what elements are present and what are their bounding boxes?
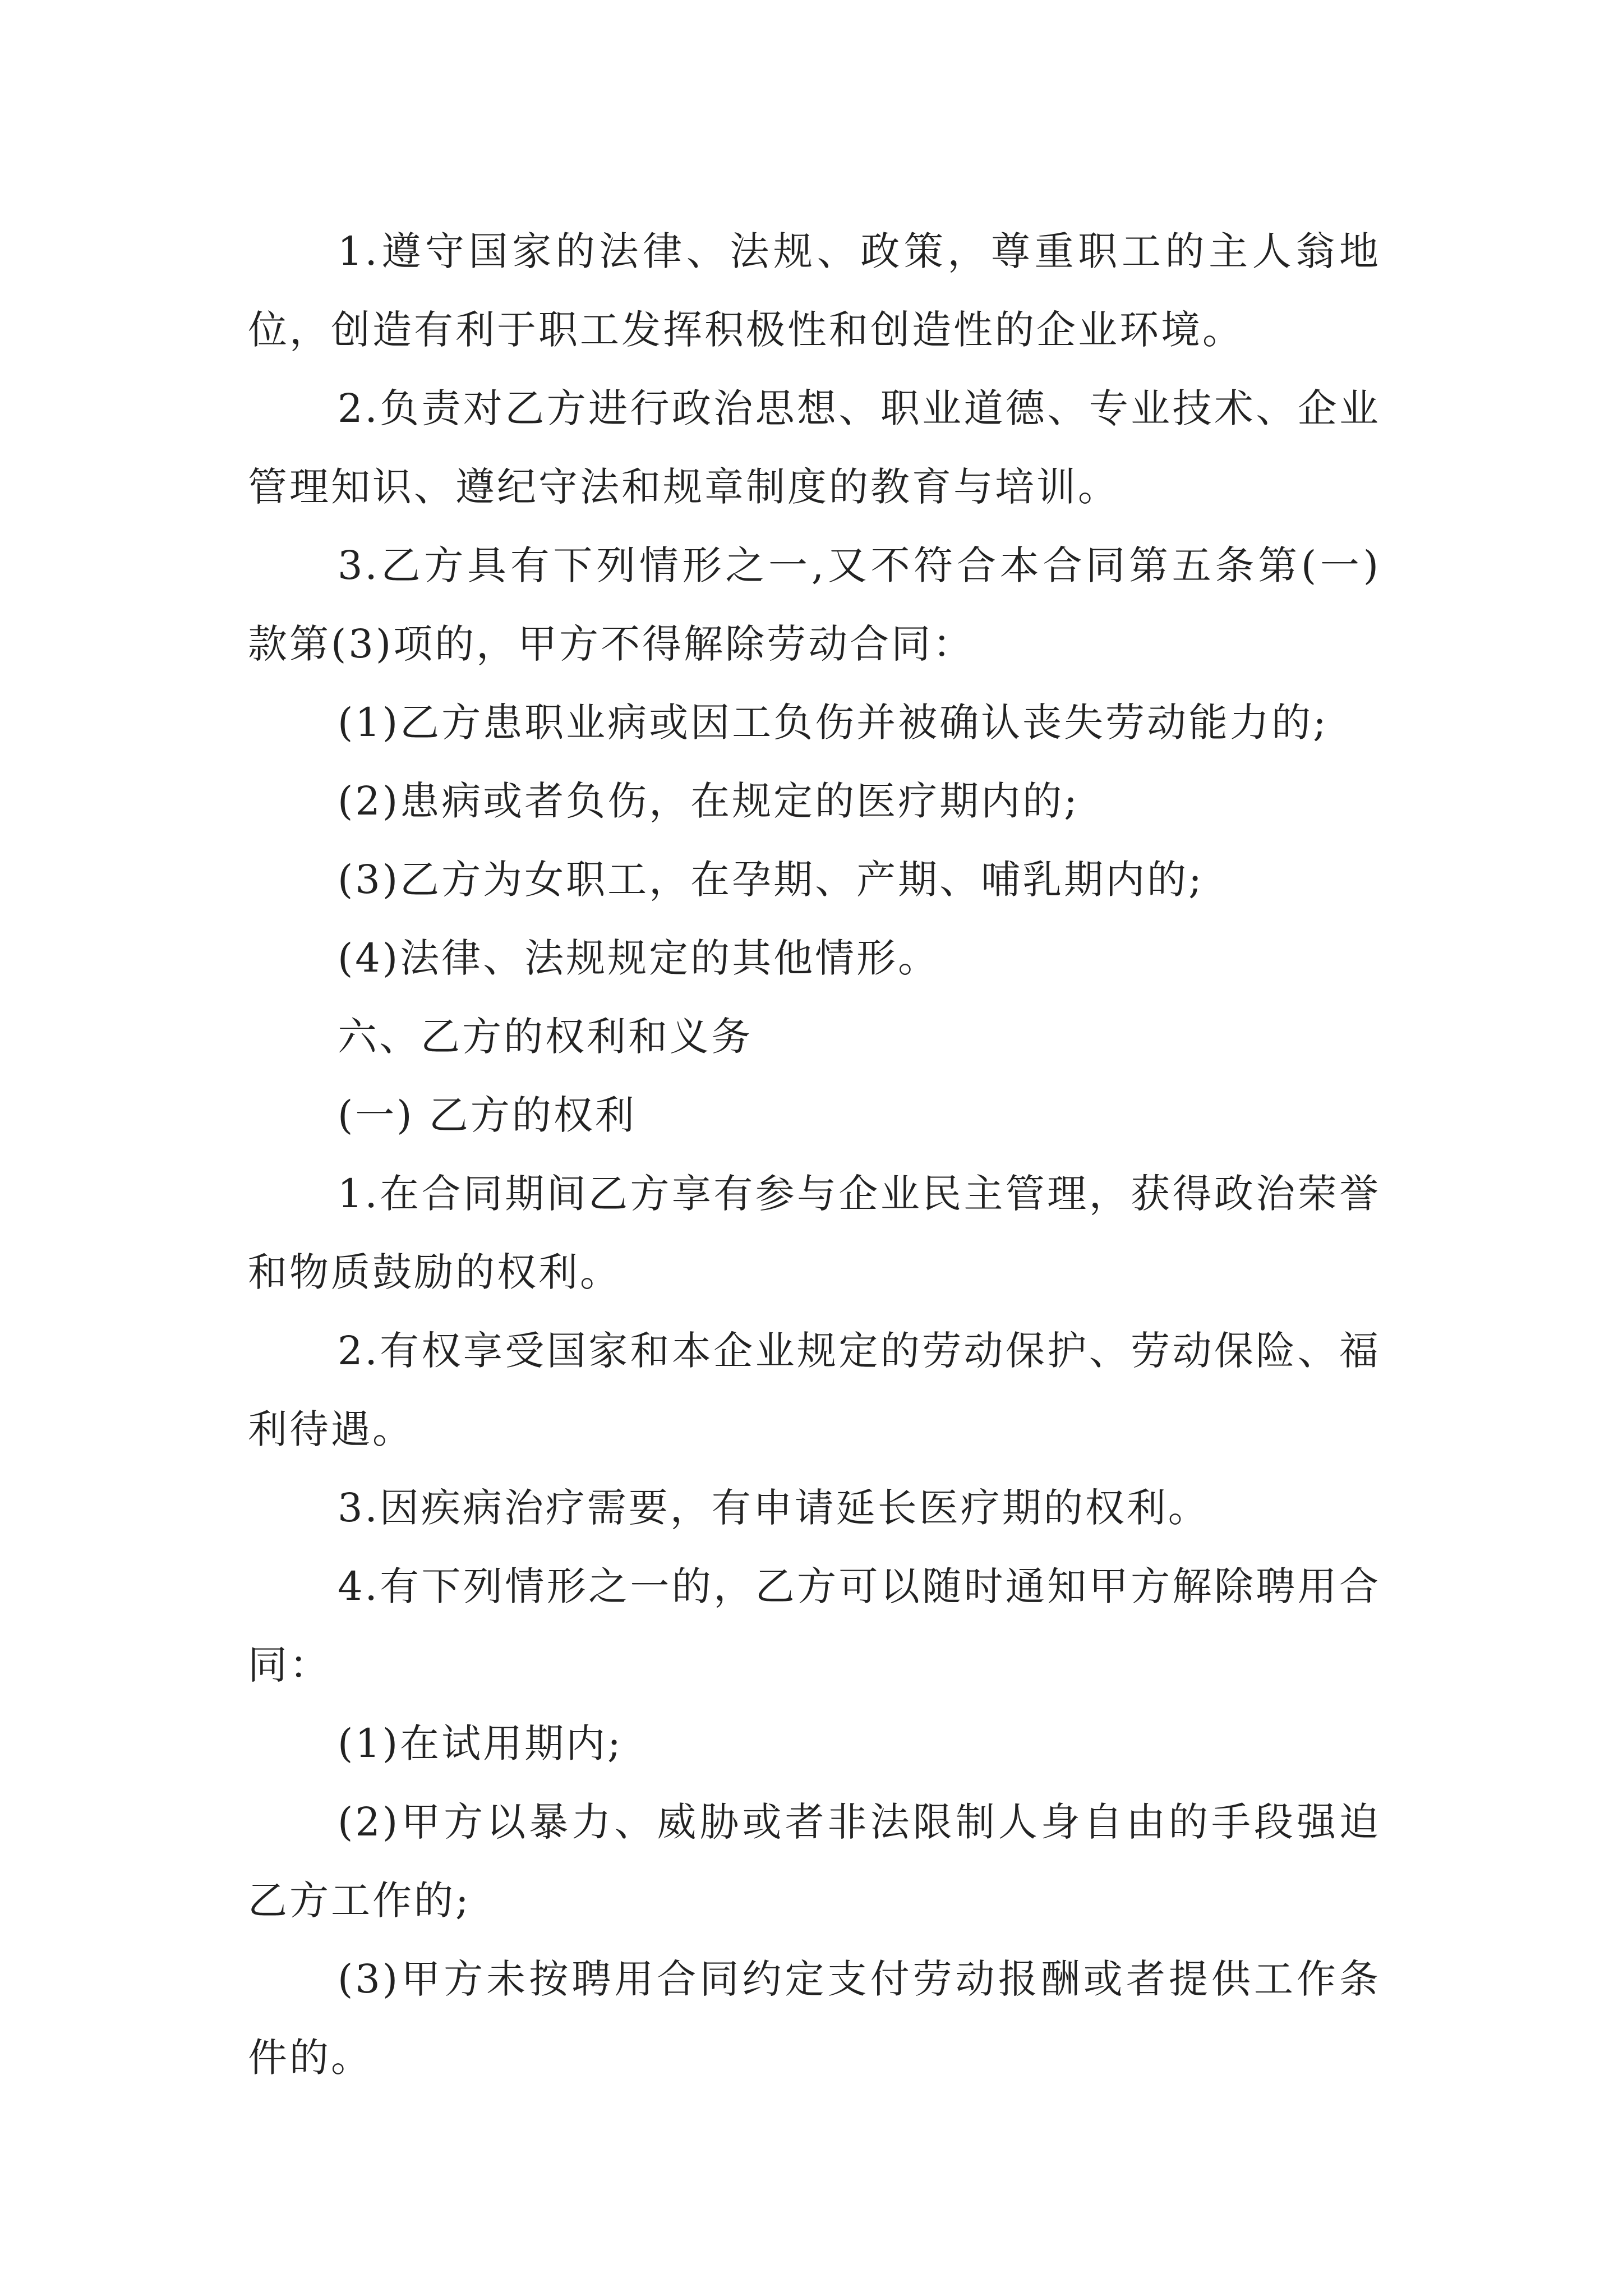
paragraph-item-1: (1)乙方患职业病或因工负伤并被确认丧失劳动能力的; (338, 700, 1329, 746)
paragraph-item-4: (4)法律、法规规定的其他情形。 (338, 935, 940, 981)
paragraph-party-b-right-1: 1.在合同期间乙方享有参与企业民主管理，获得政治荣誉和物质鼓励的权利。 (248, 1171, 1381, 1295)
paragraph-termination-item-3: (3)甲方未按聘用合同约定支付劳动报酬或者提供工作条件的。 (248, 1956, 1381, 2081)
paragraph-party-a-duty-1: 1.遵守国家的法律、法规、政策，尊重职工的主人翁地位，创造有利于职工发挥积极性和创造性的企业环境。 (248, 228, 1381, 353)
paragraph-termination-item-2: (2)甲方以暴力、威胁或者非法限制人身自由的手段强迫乙方工作的; (248, 1799, 1381, 1924)
paragraph-item-2: (2)患病或者负伤，在规定的医疗期内的; (338, 778, 1080, 824)
paragraph-termination-item-1: (1)在试用期内; (338, 1720, 623, 1766)
paragraph-party-a-duty-3: 3.乙方具有下列情形之一,又不符合本合同第五条第(一)款第(3)项的，甲方不得解除劳动合同： (248, 542, 1381, 667)
paragraph-party-b-right-4: 4.有下列情形之一的，乙方可以随时通知甲方解除聘用合同： (248, 1563, 1381, 1688)
document-body (248, 212, 1381, 2097)
paragraph-party-b-right-3: 3.因疾病治疗需要，有申请延长医疗期的权利。 (338, 1485, 1210, 1531)
paragraph-party-a-duty-2: 2.负责对乙方进行政治思想、职业道德、专业技术、企业管理知识、遵纪守法和规章制度的教育与培训。 (248, 385, 1381, 510)
subsection-heading-party-b-rights: (一) 乙方的权利 (338, 1092, 637, 1138)
paragraph-party-b-right-2: 2.有权享受国家和本企业规定的劳动保护、劳动保险、福利待遇。 (248, 1328, 1381, 1452)
section-heading-party-b-rights-duties: 六、乙方的权利和义务 (338, 1014, 753, 1060)
paragraph-item-3: (3)乙方为女职工，在孕期、产期、哺乳期内的; (338, 857, 1204, 903)
